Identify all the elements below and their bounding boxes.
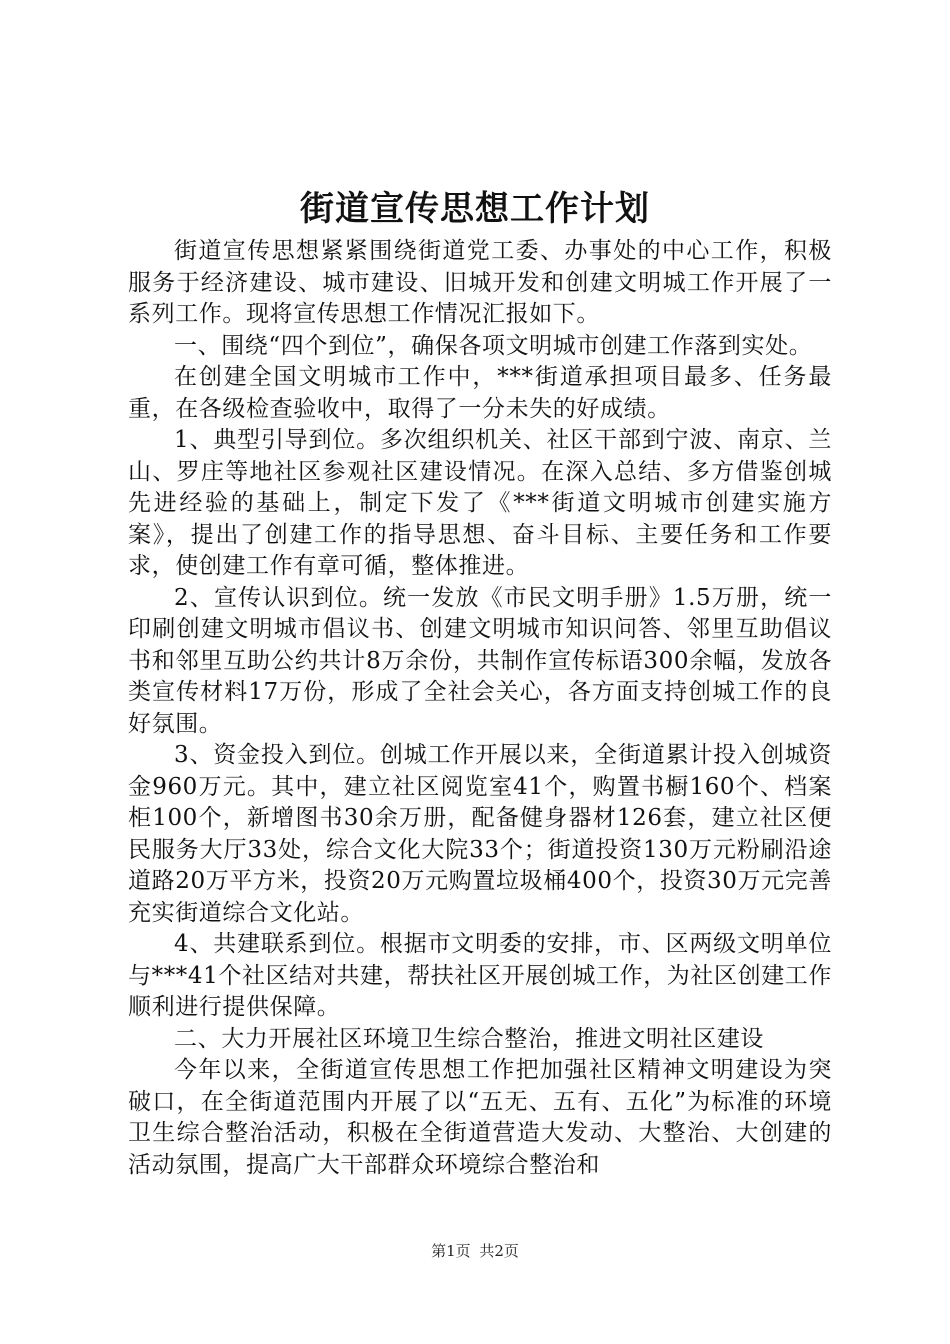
section-heading-1: 一、围绕“四个到位”，确保各项文明城市创建工作落到实处。 bbox=[174, 332, 813, 359]
page-number: 第1页 bbox=[431, 1242, 471, 1260]
paragraph-item-4: 4、共建联系到位。根据市文明委的安排，市、区两级文明单位与***41个社区结对共建，帮扶社区开展创城工作，为社区创建工作顺利进行提供保障。 bbox=[128, 931, 832, 1020]
page-footer bbox=[0, 1240, 950, 1262]
document-title: 街道宣传思想工作计划 bbox=[300, 189, 650, 229]
page-total: 共2页 bbox=[479, 1242, 519, 1260]
paragraph-item-1: 1、典型引导到位。多次组织机关、社区干部到宁波、南京、兰山、罗庄等地社区参观社区建设情况。在深入总结、多方借鉴创城先进经验的基础上，制定下发了《***街道文明城市创建实施方案》，提出了创建工作的指导思想、奋斗目标、主要任务和工作要求，使创建工作有章可循，整体推进。 bbox=[128, 427, 832, 579]
paragraph-intro: 街道宣传思想紧紧围绕街道党工委、办事处的中心工作，积极服务于经济建设、城市建设、旧城开发和创建文明城工作开展了一系列工作。现将宣传思想工作情况汇报如下。 bbox=[128, 238, 832, 327]
paragraph-item-3: 3、资金投入到位。创城工作开展以来，全街道累计投入创城资金960万元。其中，建立社区阅览室41个，购置书橱160个、档案柜100个，新增图书30余万册，配备健身器材126套，建立社区便民服务大厅33处，综合文化大院33个；街道投资130万元粉刷沿途道路20万平方米，投资20万元购置垃圾桶400个，投资30万元完善充实街道综合文化站。 bbox=[128, 742, 832, 926]
section-heading-2: 二、大力开展社区环境卫生综合整治，推进文明社区建设 bbox=[174, 1025, 764, 1052]
paragraph-section-2: 今年以来，全街道宣传思想工作把加强社区精神文明建设为突破口，在全街道范围内开展了以“五无、五有、五化”为标准的环境卫生综合整治活动，积极在全街道营造大发动、大整治、大创建的活动氛围，提高广大干部群众环境综合整治和 bbox=[128, 1057, 832, 1178]
document-body bbox=[128, 236, 832, 1181]
paragraph-item-2: 2、宣传认识到位。统一发放《市民文明手册》1.5万册，统一印刷创建文明城市倡议书、创建文明城市知识问答、邻里互助倡议书和邻里互助公约共计8万余份，共制作宣传标语300余幅，发放各类宣传材料17万份，形成了全社会关心，各方面支持创城工作的良好氛围。 bbox=[128, 584, 832, 737]
paragraph-summary: 在创建全国文明城市工作中，***街道承担项目最多、任务最重，在各级检查验收中，取得了一分未失的好成绩。 bbox=[128, 364, 832, 422]
